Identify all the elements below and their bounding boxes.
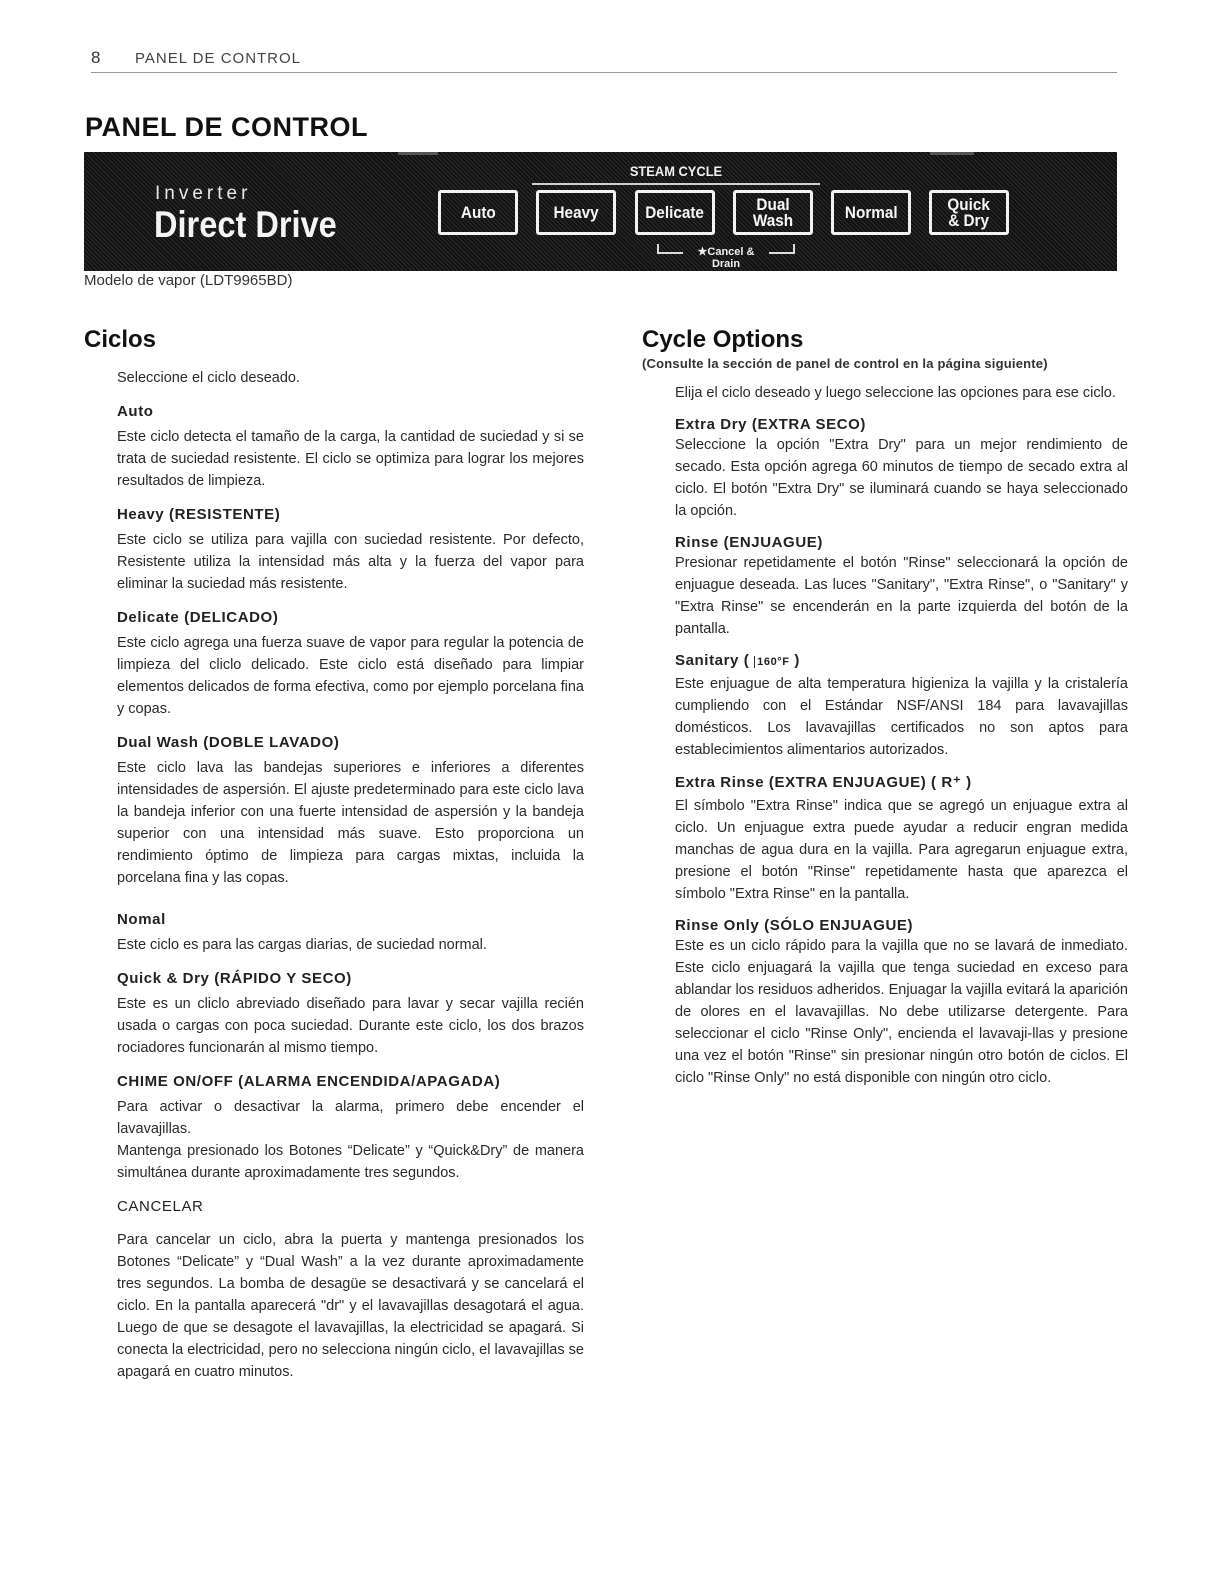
- panel-tick-mark: [930, 152, 974, 155]
- auto-title: Auto: [117, 403, 154, 420]
- rinse-title: Rinse (ENJUAGUE): [675, 534, 823, 551]
- normal-button[interactable]: Normal: [831, 190, 911, 235]
- quick-dry-text: Este es un cliclo abreviado diseñado para lavar y secar vajilla recién usada o cargas con poca suciedad. Durante este ciclo, los dos brazos rociadores funcionarán al mismo tiempo.: [117, 996, 584, 1056]
- right-column: [642, 326, 1128, 1089]
- control-panel-image: [84, 152, 1117, 271]
- brand-inverter: Inverter: [155, 183, 252, 204]
- page-header: [91, 48, 1117, 73]
- heavy-title: Heavy (RESISTENTE): [117, 506, 281, 523]
- heavy-text: Este ciclo se utiliza para vajilla con suciedad resistente. Por defecto, Resistente utiliza la intensidad más alta y la fuerza del vapor para eliminar la suciedad más resistente.: [117, 532, 584, 592]
- delicate-button[interactable]: Delicate: [635, 190, 715, 235]
- cycle-options-heading: Cycle Options: [642, 326, 804, 353]
- delicate-title: Delicate (DELICADO): [117, 609, 279, 626]
- sanitary-title: Sanitary ( 160°F ): [675, 652, 801, 669]
- dual-wash-button[interactable]: Dual Wash: [733, 190, 813, 235]
- thermometer-160f-icon: 160°F: [754, 656, 789, 668]
- steam-cycle-label: STEAM CYCLE: [629, 163, 723, 179]
- quick-dry-button[interactable]: Quick & Dry: [929, 190, 1009, 235]
- cycle-options-subheading: (Consulte la sección de panel de control en la página siguiente): [642, 356, 1048, 371]
- header-section-title: PANEL DE CONTROL: [135, 50, 302, 67]
- chime-title: CHIME ON/OFF (ALARMA ENCENDIDA/APAGADA): [117, 1073, 501, 1090]
- rinse-only-text: Este es un ciclo rápido para la vajilla que no se lavará de inmediato. Este ciclo enjuagará la vajilla que tenga suciedad en exceso para ablandar los residuos adheridos. Enjuagar la vajilla evitará la aparición de olores en el lavavajillas. No debe utilizarse detergente. Para seleccionar el ciclo "Rinse Only", encienda el lavavaji-llas y presione una vez el botón "Rinse" sin presionar ningún otro botón de ciclos. El ciclo "Rinse Only" no está disponible con ningún otro ciclo.: [675, 938, 1128, 1086]
- page-title: PANEL DE CONTROL: [85, 112, 369, 142]
- cancel-drain-label: ★Cancel & Drain: [697, 246, 755, 270]
- dual-wash-text: Este ciclo lava las bandejas superiores e inferiores a diferentes intensidades de aspersión. El ajuste predeterminado para este ciclo lava la bandeja inferior con una fuerte intensidad de aspersión y la bandeja superior con una intensidad más suave. Esto proporciona un rendimiento óptimo de limpieza para cargas mixtas, incluida la porcelana fina y las copas.: [117, 760, 584, 886]
- auto-text: Este ciclo detecta el tamaño de la carga, la cantidad de suciedad y si se trata de suciedad resistente. El ciclo se optimiza para lograr los mejores resultados de limpieza.: [117, 429, 584, 489]
- left-column: [84, 326, 584, 1383]
- cancel-drain-bracket-right: [769, 244, 795, 254]
- extra-rinse-text: El símbolo "Extra Rinse" indica que se agregó un enjuague extra al ciclo. Un enjuague extra puede ayudar a reducir engran medida manchas de agua dura en la vajilla. Para agregarun enjuague extra, presione el botón "Rinse" repetidamente hasta que aparezca el símbolo "Extra Rinse" en la pantalla.: [675, 798, 1128, 902]
- cancel-drain-bracket-left: [657, 244, 683, 254]
- steam-cycle-bracket: [532, 183, 820, 185]
- auto-button[interactable]: Auto: [438, 190, 518, 235]
- cancel-text: Para cancelar un ciclo, abra la puerta y mantenga presionados los Botones “Delicate” y “Dual Wash” a la vez durante aproximadamente tres segundos. La bomba de desagüe se desactivará y se cancelará el ciclo. En la pantalla aparecerá "dr" y el lavavajillas desagotará el agua. Luego de que se desagote el lavavajillas, la electricidad se apagará. Si conecta la electricidad, pero no selecciona ningún ciclo, el lavavajillas se apagará en cuatro minutos.: [117, 1232, 584, 1380]
- chime-text-2: Mantenga presionado los Botones “Delicate” y “Quick&Dry” de manera simultánea durante aproximadamente tres segundos.: [117, 1143, 584, 1181]
- extra-dry-title: Extra Dry (EXTRA SECO): [675, 416, 867, 433]
- dual-wash-title: Dual Wash (DOBLE LAVADO): [117, 734, 340, 751]
- chime-text-1: Para activar o desactivar la alarma, primero debe encender el lavavajillas.: [117, 1099, 584, 1137]
- sanitary-text: Este enjuague de alta temperatura higieniza la vajilla y la cristalería cumpliendo con el Estándar NSF/ANSI 184 para lavavajillas domésticos. Los lavavajillas certificados no son aptos para establecimientos alimentarios autorizados.: [675, 676, 1128, 758]
- brand-direct-drive: Direct Drive: [154, 204, 337, 245]
- panel-tick-mark: [398, 152, 438, 155]
- normal-title: Nomal: [117, 911, 166, 928]
- cancel-title: CANCELAR: [117, 1198, 204, 1215]
- cycle-options-intro: Elija el ciclo deseado y luego seleccione las opciones para ese ciclo.: [675, 385, 1116, 401]
- ciclos-heading: Ciclos: [84, 326, 157, 353]
- rinse-only-title: Rinse Only (SÓLO ENJUAGUE): [675, 917, 914, 934]
- normal-text: Este ciclo es para las cargas diarias, de suciedad normal.: [117, 937, 487, 953]
- quick-dry-title: Quick & Dry (RÁPIDO Y SECO): [117, 970, 352, 987]
- page-number: 8: [91, 48, 101, 67]
- extra-rinse-title: Extra Rinse (EXTRA ENJUAGUE) ( R⁺ ): [675, 774, 972, 791]
- rinse-text: Presionar repetidamente el botón "Rinse" seleccionará la opción de enjuague deseada. Las luces "Sanitary", "Extra Rinse", o "Sanitary" y "Extra Rinse" se encenderán en la parte izquierda del botón de la pantalla.: [675, 555, 1128, 637]
- ciclos-intro: Seleccione el ciclo deseado.: [117, 370, 300, 386]
- extra-dry-text: Seleccione la opción "Extra Dry" para un mejor rendimiento de secado. Esta opción agrega 60 minutos de tiempo de secado extra al ciclo. El botón "Extra Dry" se iluminará cuando se haya seleccionado la opción.: [675, 437, 1128, 519]
- panel-caption: Modelo de vapor (LDT9965BD): [84, 272, 293, 289]
- heavy-button[interactable]: Heavy: [536, 190, 616, 235]
- delicate-text: Este ciclo agrega una fuerza suave de vapor para regular la potencia de limpieza del cliclo delicado. Este ciclo está diseñado para limpiar elementos delicados de forma efectiva, como por ejemplo porcelana fina y copas.: [117, 635, 584, 717]
